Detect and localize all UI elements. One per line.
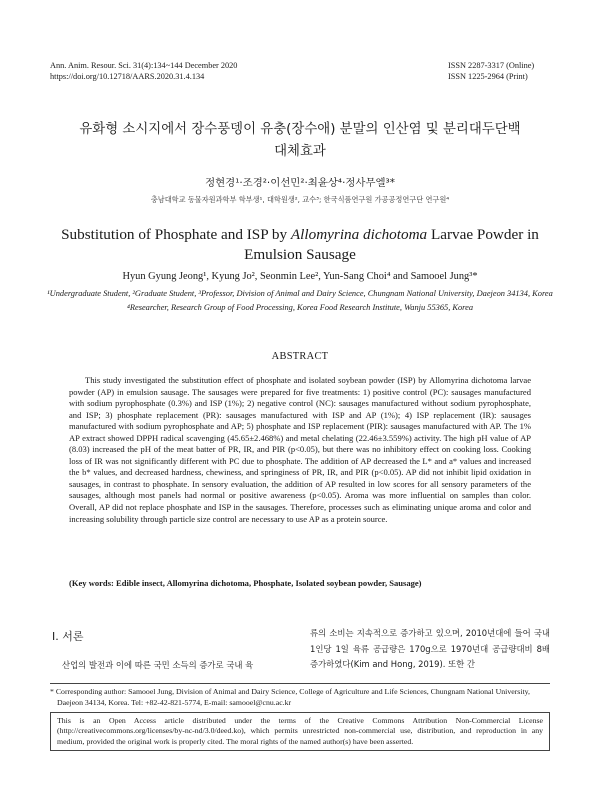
english-affiliations xyxy=(40,287,560,315)
header-left xyxy=(50,60,237,82)
korean-affiliations: 충남대학교 동물자원과학부 학부생¹, 대학원생², 교수³; 한국식품연구원 가공공정연구단 연구원⁴ xyxy=(150,195,450,204)
korean-authors: 정현경¹·조경²·이선민²·최윤상⁴·정사무엘³* xyxy=(205,177,395,189)
species-name: Allomyrina dichotoma xyxy=(290,226,428,243)
abstract-body: This study investigated the substitution effect of phosphate and isolated soybean powder (ISP) by Allomyrina dichotoma larvae powder (AP) in emulsion sausage. The sausages were prepared for five treatments: 1) positive control (PC): sausages manufactured with sodium pyrophosphate (0.3%) and ISP (1%); 2) negative control (NC): sausages manufactured without sodium pyrophosphate, and ISP; 3) phosphate replacement (PR): sausages manufactured with ISP and AP (1%); 4) ISP replacement (IR): sausages manufactured with sodium pyrophosphate and AP; 5) phosphate and ISP replacement (PIR): sausages manufactured with AP. The 1% AP extract showed DPPH radical scavenging (45.65±2.468%) and metal chelating (22.46±3.559%) activity. The high pH value of AP (8.03) increased the pH of the meat batter of PR, IR, and PIR (p<0.05), but there was no inhibitory effect on cooking loss. Cooking loss of IR was not significantly different with PC due to phosphate. The addition of AP decreased the L* and a* values and increased the b* values, and decreased hardness, chewiness, and springiness of PR, IR, and PIR (p<0.05). AP did not inhibit lipid oxidation in sausages, in contrast to phosphate. In sensory evaluation, the addition of AP resulted in low scores for all sensory parameters of the sausages, although most panels had normal or positive awareness (p<0.05). Aroma was more influential on samples than color. Overall, AP did not replace phosphate and ISP in the sausages. Therefore, processes such as eliminating unique aroma and color and increasing solubility through particle size control are necessary to use AP as a protein source. xyxy=(69,375,531,524)
intro-right-column: 류의 소비는 지속적으로 증가하고 있으며, 2010년대에 들어 국내 1인당 1일 육류 공급량은 170g으로 1970년대 공급량대비 8배 증가하였다(Kim and Hong, 2019). 또한 간 xyxy=(310,628,550,670)
doi-link[interactable]: https://doi.org/10.12718/AARS.2020.31.4.134 xyxy=(50,72,205,81)
intro-left-column: 산업의 발전과 이에 따른 국민 소득의 증가로 국내 육 xyxy=(62,660,254,670)
issn-online: ISSN 2287-3317 (Online) xyxy=(448,61,535,70)
english-title xyxy=(40,225,560,265)
issn-print: ISSN 1225-2964 (Print) xyxy=(448,72,528,81)
english-affiliation-1: ¹Undergraduate Student, ²Graduate Student, ³Professor, Division of Animal and Dairy Science, Chungnam National University, Daejeon 34134, Korea xyxy=(47,289,553,298)
korean-title xyxy=(30,119,570,163)
section-heading-introduction: Ⅰ. 서론 xyxy=(52,630,84,643)
english-affiliation-2: ⁴Researcher, Research Group of Food Processing, Korea Food Research Institute, Wanju 55365, Korea xyxy=(126,302,474,312)
abstract-heading: ABSTRACT xyxy=(271,351,329,362)
english-title-part-2: Larvae Powder in Emulsion Sausage xyxy=(244,226,539,263)
license-box: This is an Open Access article distributed under the terms of the Creative Commons Attribution Non-Commercial License (http://creativecommons.org/licenses/by-nc-nd/3.0/deed.ko), which permits unrestricted non-commercial use, distribution, and reproduction in any medium, provided the original work is properly cited. The moral rights of the named author(s) have been asserted. xyxy=(50,712,550,751)
keywords: (Key words: Edible insect, Allomyrina dichotoma, Phosphate, Isolated soybean powder, Sausage) xyxy=(69,578,422,588)
korean-title-line-1: 유화형 소시지에서 장수풍뎅이 유충(장수애) 분말의 인산염 및 분리대두단백 xyxy=(79,122,521,137)
english-title-part-1: Substitution of Phosphate and ISP by xyxy=(61,226,291,243)
english-authors: Hyun Gyung Jeong¹, Kyung Jo², Seonmin Lee², Yun-Sang Choi⁴ and Samooel Jung³* xyxy=(122,271,478,282)
corresponding-author-footnote: * Corresponding author: Samooel Jung, Division of Animal and Dairy Science, College of Agriculture and Life Sciences, Chungnam National University, Daejeon 34134, Korea. Tel: +82-42-821-5774, E-mail: samooel@cnu.ac.kr xyxy=(50,687,530,707)
journal-citation: Ann. Anim. Resour. Sci. 31(4):134~144 December 2020 xyxy=(50,61,238,70)
footnote-divider xyxy=(50,683,550,684)
korean-title-line-2: 대체효과 xyxy=(274,144,326,159)
header-right xyxy=(448,60,534,82)
